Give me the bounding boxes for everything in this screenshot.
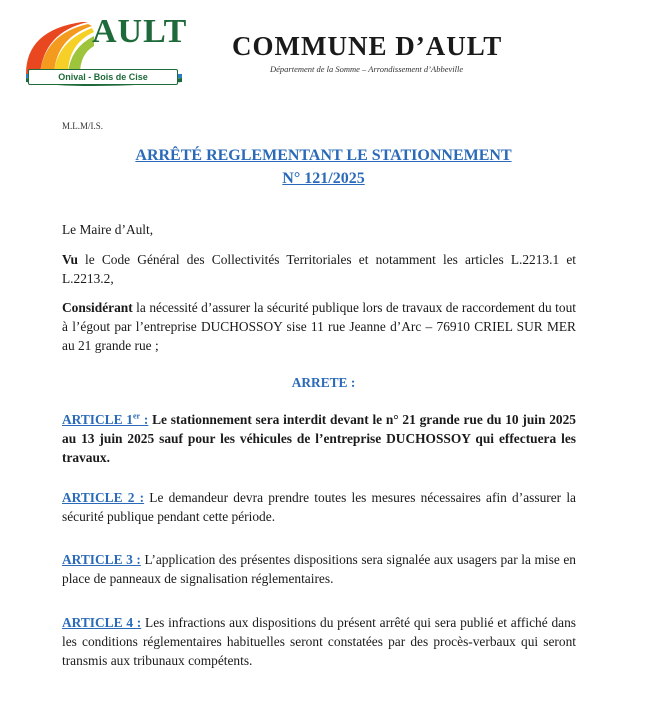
logo-subtitle: Onival - Bois de Cise: [28, 69, 178, 85]
decree-number: N° 121/2025: [282, 170, 365, 187]
article-1-label: ARTICLE 1er :: [62, 411, 149, 427]
reference-code: M.L.M/I.S.: [62, 121, 104, 131]
article-4-text: Les infractions aux dispositions du présent arrêté qui sera publié et affiché dans les conditions réglementaires habituelles seront constatées par des procès-verbaux qui seront transmis aux tribunaux compétents.: [62, 615, 576, 668]
vu-text: le Code Général des Collectivités Territoriales et notamment les articles L.2213.1 et L.2213.2,: [62, 252, 576, 286]
article-3-text: L’application des présentes dispositions sera signalée aux usagers par la mise en place de panneaux de signalisation réglementaires.: [62, 552, 576, 586]
article-4-label: ARTICLE 4 :: [62, 615, 142, 630]
department-line: Département de la Somme – Arrondissement d’Abbeville: [270, 64, 464, 74]
logo-name: AULT: [92, 13, 188, 50]
article-3-label: ARTICLE 3 :: [62, 552, 141, 567]
article-1: [62, 410, 576, 467]
vu-label: Vu: [62, 252, 78, 267]
vu-paragraph: [62, 250, 576, 288]
article-2: [62, 488, 576, 526]
considerant-label: Considérant: [62, 300, 133, 315]
article-1-text: Le stationnement sera interdit devant le n° 21 grande rue du 10 juin 2025 au 13 juin 2025 sauf pour les véhicules de l’entreprise DUCHOSSOY qui effectuera les travaux.: [62, 412, 576, 465]
considerant-paragraph: [62, 298, 576, 355]
article-2-text: Le demandeur devra prendre toutes les mesures nécessaires afin d’assurer la sécurité publique pendant cette période.: [62, 490, 576, 524]
commune-heading: COMMUNE D’AULT: [232, 31, 503, 61]
greeting: Le Maire d’Ault,: [62, 222, 154, 237]
article-2-label: ARTICLE 2 :: [62, 490, 145, 505]
decree-title: ARRÊTÉ REGLEMENTANT LE STATIONNEMENT: [135, 147, 512, 164]
article-3: [62, 550, 576, 588]
article-4: [62, 613, 576, 670]
considerant-text: la nécessité d’assurer la sécurité publique lors de travaux de raccordement du tout à l’égout par l’entreprise DUCHOSSOY sise 11 rue Jeanne d’Arc – 76910 CRIEL SUR MER au 21 grande rue ;: [62, 300, 576, 353]
arrete-heading: ARRETE :: [291, 375, 356, 390]
